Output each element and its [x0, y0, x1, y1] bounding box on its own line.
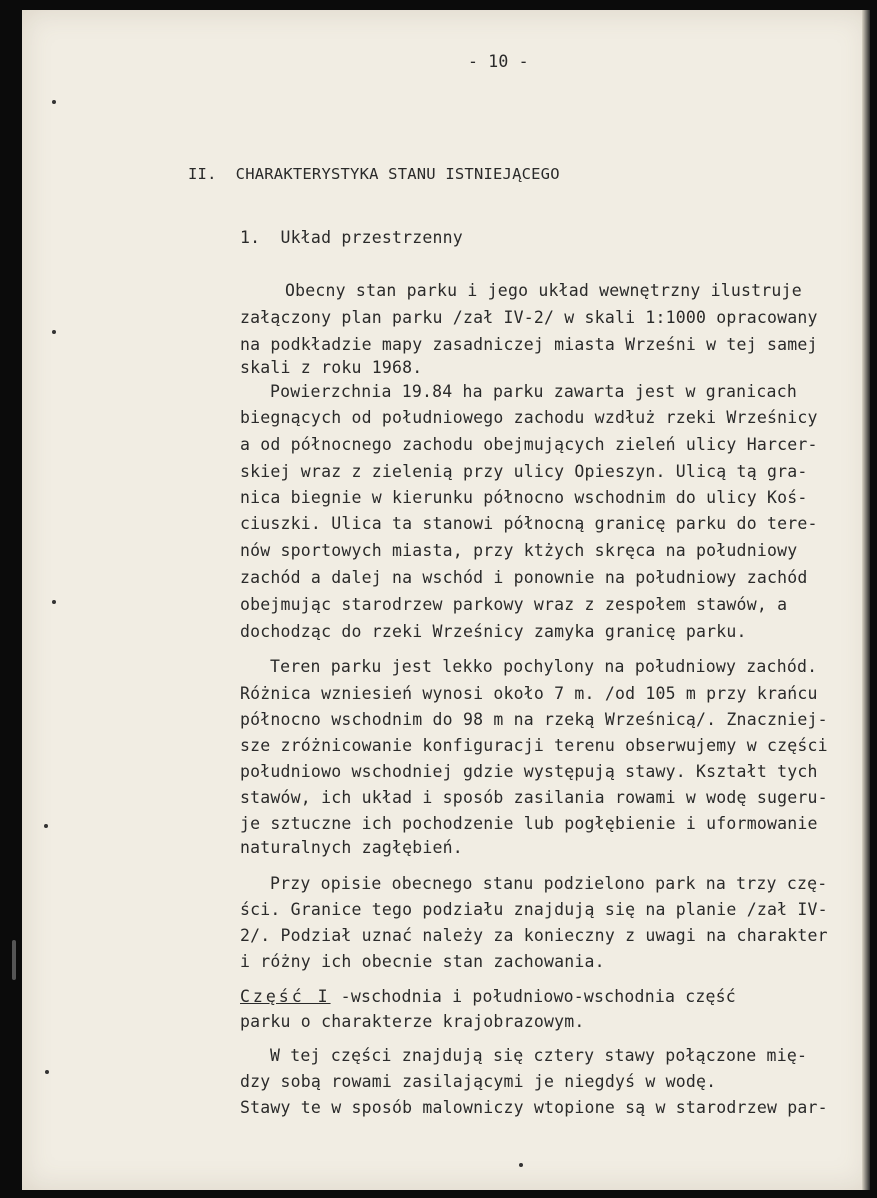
punch-mark — [52, 330, 56, 334]
section-heading: II. CHARAKTERYSTYKA STANU ISTNIEJĄCEGO — [188, 165, 560, 183]
text-line: W tej części znajdują się cztery stawy połączone mię- — [270, 1046, 808, 1065]
text-line: południowo wschodniej gdzie występują stawy. Kształt tych — [240, 762, 818, 781]
text-line: parku o charakterze krajobrazowym. — [240, 1012, 585, 1031]
text-line: Różnica wzniesień wynosi około 7 m. /od 105 m przy krańcu — [240, 684, 818, 703]
text-line: północno wschodnim do 98 m na rzeką Wrześnicą/. Znaczniej- — [240, 710, 828, 729]
text-line: sze zróżnicowanie konfiguracji terenu obserwujemy w części — [240, 736, 828, 755]
punch-mark — [52, 600, 56, 604]
text-line: Teren parku jest lekko pochylony na południowy zachód. — [270, 657, 818, 676]
text-line — [240, 987, 736, 1007]
text-line: stawów, ich układ i sposób zasilania rowami w wodę sugeru- — [240, 788, 828, 807]
binding-mark — [12, 940, 16, 980]
text-line: załączony plan parku /zał IV-2/ w skali 1:1000 opracowany — [240, 308, 818, 327]
text-line: i różny ich obecnie stan zachowania. — [240, 952, 605, 971]
text-line: biegnących od południowego zachodu wzdłuż rzeki Wrześnicy — [240, 408, 818, 427]
text-line: 2/. Podział uznać należy za konieczny z uwagi na charakter — [240, 926, 828, 945]
text-line: Obecny stan parku i jego układ wewnętrzny ilustruje — [285, 281, 802, 300]
text-line: dochodząc do rzeki Wrześnicy zamyka granicę parku. — [240, 622, 747, 641]
text-line: nów sportowych miasta, przy ktżych skręca na południowy — [240, 541, 798, 560]
text-line: ciuszki. Ulica ta stanowi północną granicę parku do tere- — [240, 514, 818, 533]
subsection-heading: 1. Układ przestrzenny — [240, 228, 463, 247]
punch-mark — [519, 1163, 523, 1167]
underlined-part-label: Część I — [240, 987, 331, 1006]
text-line: skiej wraz z zielenią przy ulicy Opieszyn. Ulicą tą gra- — [240, 462, 808, 481]
text-line: je sztuczne ich pochodzenie lub pogłębienie i uformowanie — [240, 814, 818, 833]
page-number: - 10 - — [468, 52, 529, 71]
text-line: nica biegnie w kierunku północno wschodnim do ulicy Koś- — [240, 488, 808, 507]
punch-mark — [45, 1070, 49, 1074]
text-line: skali z roku 1968. — [240, 358, 423, 377]
part-description: -wschodnia i południowo-wschodnia część — [330, 987, 736, 1006]
text-line: na podkładzie mapy zasadniczej miasta Wrześni w tej samej — [240, 335, 818, 354]
text-line: obejmując starodrzew parkowy wraz z zespołem stawów, a — [240, 595, 788, 614]
text-line: ści. Granice tego podziału znajdują się na planie /zał IV- — [240, 900, 828, 919]
text-line: Stawy te w sposób malowniczy wtopione są w starodrzew par- — [240, 1098, 828, 1117]
text-line: Przy opisie obecnego stanu podzielono park na trzy czę- — [270, 874, 828, 893]
punch-mark — [52, 100, 56, 104]
page-edge-shadow — [862, 10, 870, 1190]
text-line: Powierzchnia 19.84 ha parku zawarta jest w granicach — [270, 382, 797, 401]
punch-mark — [44, 824, 48, 828]
text-line: dzy sobą rowami zasilającymi je niegdyś w wodę. — [240, 1072, 717, 1091]
text-line: naturalnych zagłębień. — [240, 838, 463, 857]
text-line: zachód a dalej na wschód i ponownie na południowy zachód — [240, 568, 808, 587]
text-line: a od północnego zachodu obejmujących zieleń ulicy Harcer- — [240, 435, 818, 454]
